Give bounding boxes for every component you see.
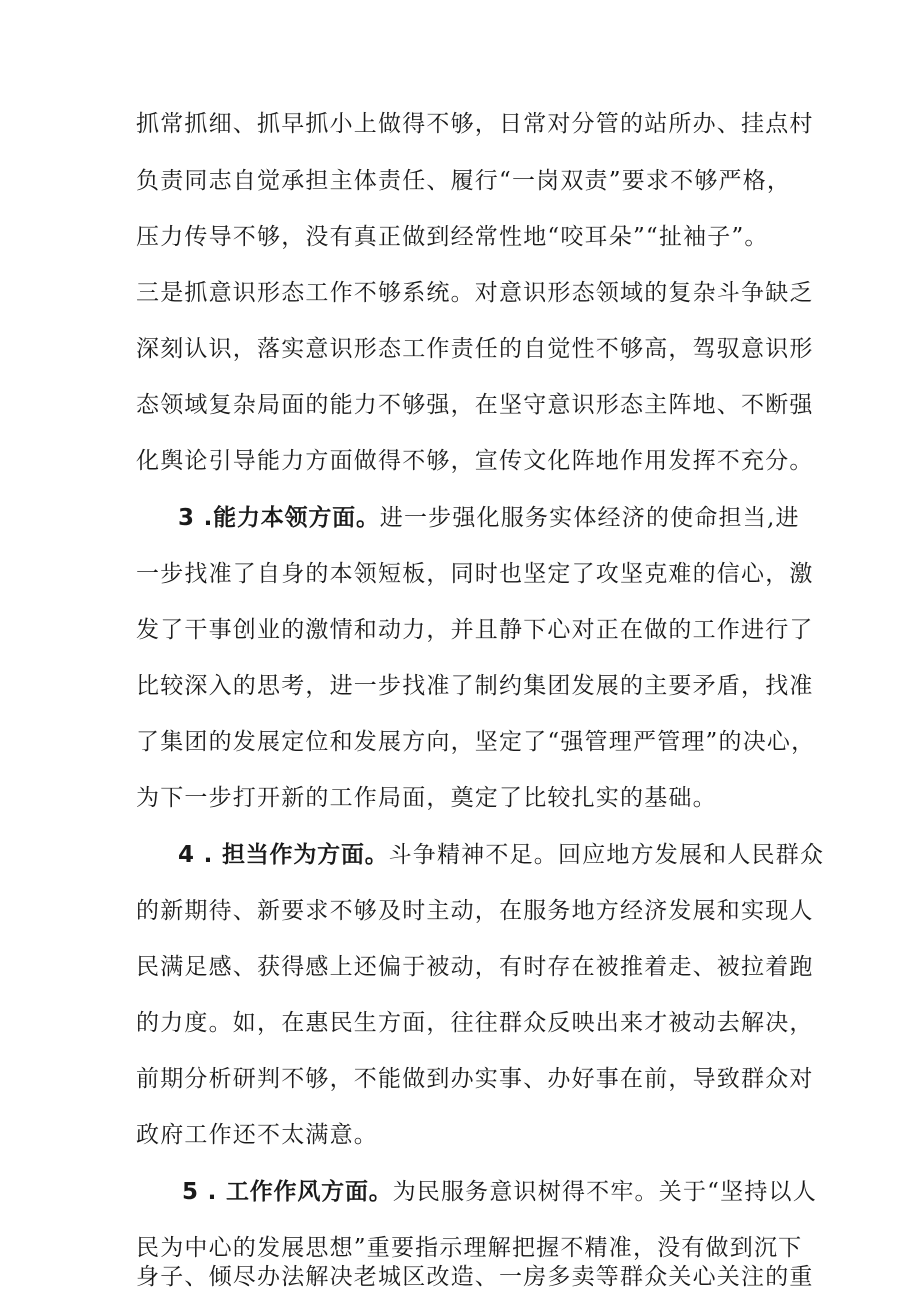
paragraph-line: 了集团的发展定位和发展方向，坚定了“强管理严管理”的决心， [136, 729, 816, 755]
section-text: 进一步强化服务实体经济的使命担当,进 [379, 505, 800, 531]
paragraph-line: 的新期待、新要求不够及时主动，在服务地方经济发展和实现人 [136, 898, 814, 924]
paragraph-line: 一步找准了自身的本领短板，同时也坚定了攻坚克难的信心，激 [136, 561, 814, 587]
section-heading: 4 . 担当作为方面。 [178, 842, 389, 868]
paragraph-line: 化舆论引导能力方面做得不够，宣传文化阵地作用发挥不充分。 [136, 448, 814, 474]
section-text: 为民服务意识树得不牢。关于“坚持以人 [392, 1179, 817, 1205]
section-heading: 3 .能力本领方面。 [178, 505, 380, 531]
section-heading: 5 . 工作作风方面。 [182, 1179, 393, 1205]
section-heading-line [178, 831, 825, 879]
paragraph-line: 发了干事创业的激情和动力，并且静下心对正在做的工作进行了 [136, 617, 814, 643]
paragraph-line: 前期分析研判不够，不能做到办实事、办好事在前，导致群众对 [136, 1066, 814, 1092]
paragraph-line: 深刻认识，落实意识形态工作责任的自觉性不够高，驾驭意识形 [136, 336, 814, 362]
section-heading-line [178, 494, 818, 542]
paragraph-line: 态领域复杂局面的能力不够强，在坚守意识形态主阵地、不断强 [136, 392, 814, 418]
paragraph-line: 负责同志自觉承担主体责任、履行“一岗双责”要求不够严格， [136, 168, 792, 194]
paragraph-line: 压力传导不够，没有真正做到经常性地“咬耳朵”“扯袖子”。 [136, 224, 769, 250]
section-heading-line [182, 1168, 822, 1216]
paragraph-line: 民满足感、获得感上还偏于被动，有时存在被推着走、被拉着跑 [136, 954, 814, 980]
paragraph-line: 抓常抓细、抓早抓小上做得不够，日常对分管的站所办、挂点村 [136, 111, 814, 137]
paragraph-line: 比较深入的思考，进一步找准了制约集团发展的主要矛盾，找准 [136, 673, 814, 699]
paragraph-line: 为下一步打开新的工作局面，奠定了比较扎实的基础。 [136, 785, 717, 811]
paragraph-line: 的力度。如，在惠民生方面，往往群众反映出来才被动去解决， [136, 1010, 814, 1036]
paragraph-line: 民为中心的发展思想”重要指示理解把握不精准，没有做到沉下 [136, 1235, 803, 1261]
paragraph-line: 身子、倾尽办法解决老城区改造、一房多卖等群众关心关注的重 [136, 1264, 814, 1290]
paragraph-line: 政府工作还不太满意。 [136, 1122, 378, 1148]
section-text: 斗争精神不足。回应地方发展和人民群众 [388, 842, 825, 868]
paragraph-line: 三是抓意识形态工作不够系统。对意识形态领域的复杂斗争缺乏 [136, 280, 814, 306]
